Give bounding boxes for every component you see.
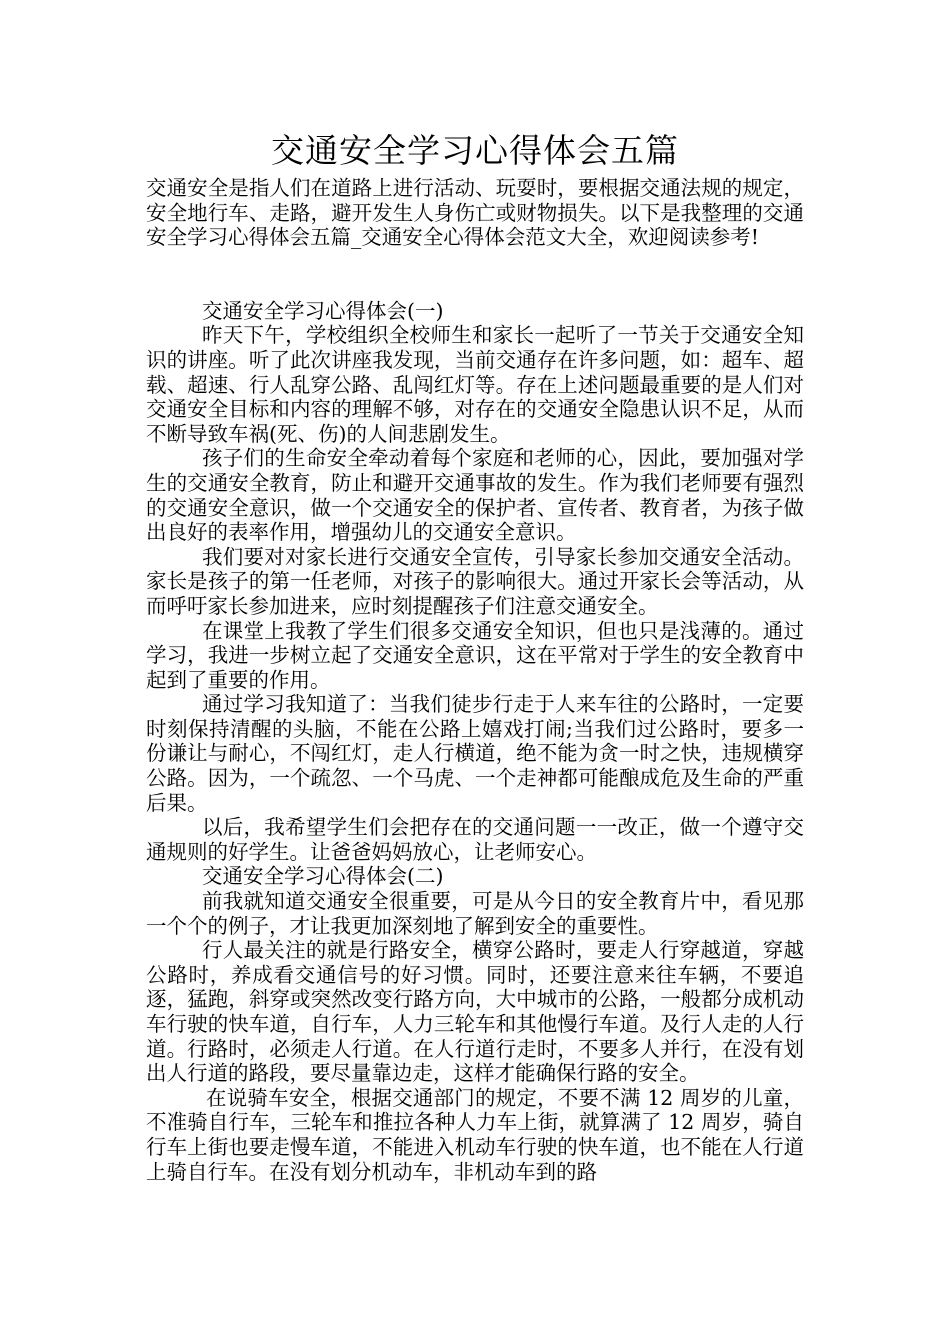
paragraph: 昨天下午，学校组织全校师生和家长一起听了一节关于交通安全知识的讲座。听了此次讲座我发现，当前交通存在许多问题，如：超车、超载、超速、行人乱穿公路、乱闯红灯等。存在上述问题最重要的是人们对交通安全目标和内容的理解不够，对存在的交通安全隐患认识不足，从而不断导致车祸(死、伤)的人间悲剧发生。 [146,323,804,446]
intro-paragraph: 交通安全是指人们在道路上进行活动、玩耍时，要根据交通法规的规定，安全地行车、走路，避开发生人身伤亡或财物损失。以下是我整理的交通安全学习心得体会五篇_交通安全心得体会范文大全，欢迎阅读参考! [146,176,804,250]
section-heading-1: 交通安全学习心得体会(一) [202,298,444,323]
paragraph: 行人最关注的就是行路安全，横穿公路时，要走人行穿越道，穿越公路时，养成看交通信号的好习惯。同时，还要注意来往车辆，不要追逐，猛跑，斜穿或突然改变行路方向，大中城市的公路，一般都分成机动车行驶的快车道，自行车，人力三轮车和其他慢行车道。及行人走的人行道。行路时，必须走人行道。在人行道行走时，不要多人并行，在没有划出人行道的路段，要尽量靠边走，这样才能确保行路的安全。 [146,938,804,1086]
paragraph: 在说骑车安全，根据交通部门的规定，不要不满 12 周岁的儿童，不准骑自行车，三轮车和推拉各种人力车上街，就算满了 12 周岁，骑自行车上街也要走慢车道，不能进入机动车行驶的快车道，也不能在人行道上骑自行车。在没有划分机动车，非机动车到的路 [146,1085,804,1184]
paragraph: 通过学习我知道了：当我们徒步行走于人来车往的公路时，一定要时刻保持清醒的头脑，不能在公路上嬉戏打闹;当我们过公路时，要多一份谦让与耐心，不闯红灯，走人行横道，绝不能为贪一时之快，违规横穿公路。因为，一个疏忽、一个马虎、一个走神都可能酿成危及生命的严重后果。 [146,692,804,815]
paragraph: 在课堂上我教了学生们很多交通安全知识，但也只是浅薄的。通过学习，我进一步树立起了交通安全意识，这在平常对于学生的安全教育中起到了重要的作用。 [146,618,804,692]
paragraph: 我们要对对家长进行交通安全宣传，引导家长参加交通安全活动。家长是孩子的第一任老师，对孩子的影响很大。通过开家长会等活动，从而呼吁家长参加进来，应时刻提醒孩子们注意交通安全。 [146,544,804,618]
paragraph: 以后，我希望学生们会把存在的交通问题一一改正，做一个遵守交通规则的好学生。让爸爸妈妈放心，让老师安心。 [146,815,804,864]
document-title: 交通安全学习心得体会五篇 [271,131,679,170]
document-page [146,128,804,1184]
section-heading-2: 交通安全学习心得体会(二) [202,864,444,889]
paragraph: 孩子们的生命安全牵动着每个家庭和老师的心，因此，要加强对学生的交通安全教育，防止和避开交通事故的发生。作为我们老师要有强烈的交通安全意识，做一个交通安全的保护者、宣传者、教育者，为孩子做出良好的表率作用，增强幼儿的交通安全意识。 [146,446,804,545]
paragraph-gap [146,250,804,299]
paragraph: 前我就知道交通安全很重要，可是从今日的安全教育片中，看见那一个个的例子，才让我更加深刻地了解到安全的重要性。 [146,889,804,938]
